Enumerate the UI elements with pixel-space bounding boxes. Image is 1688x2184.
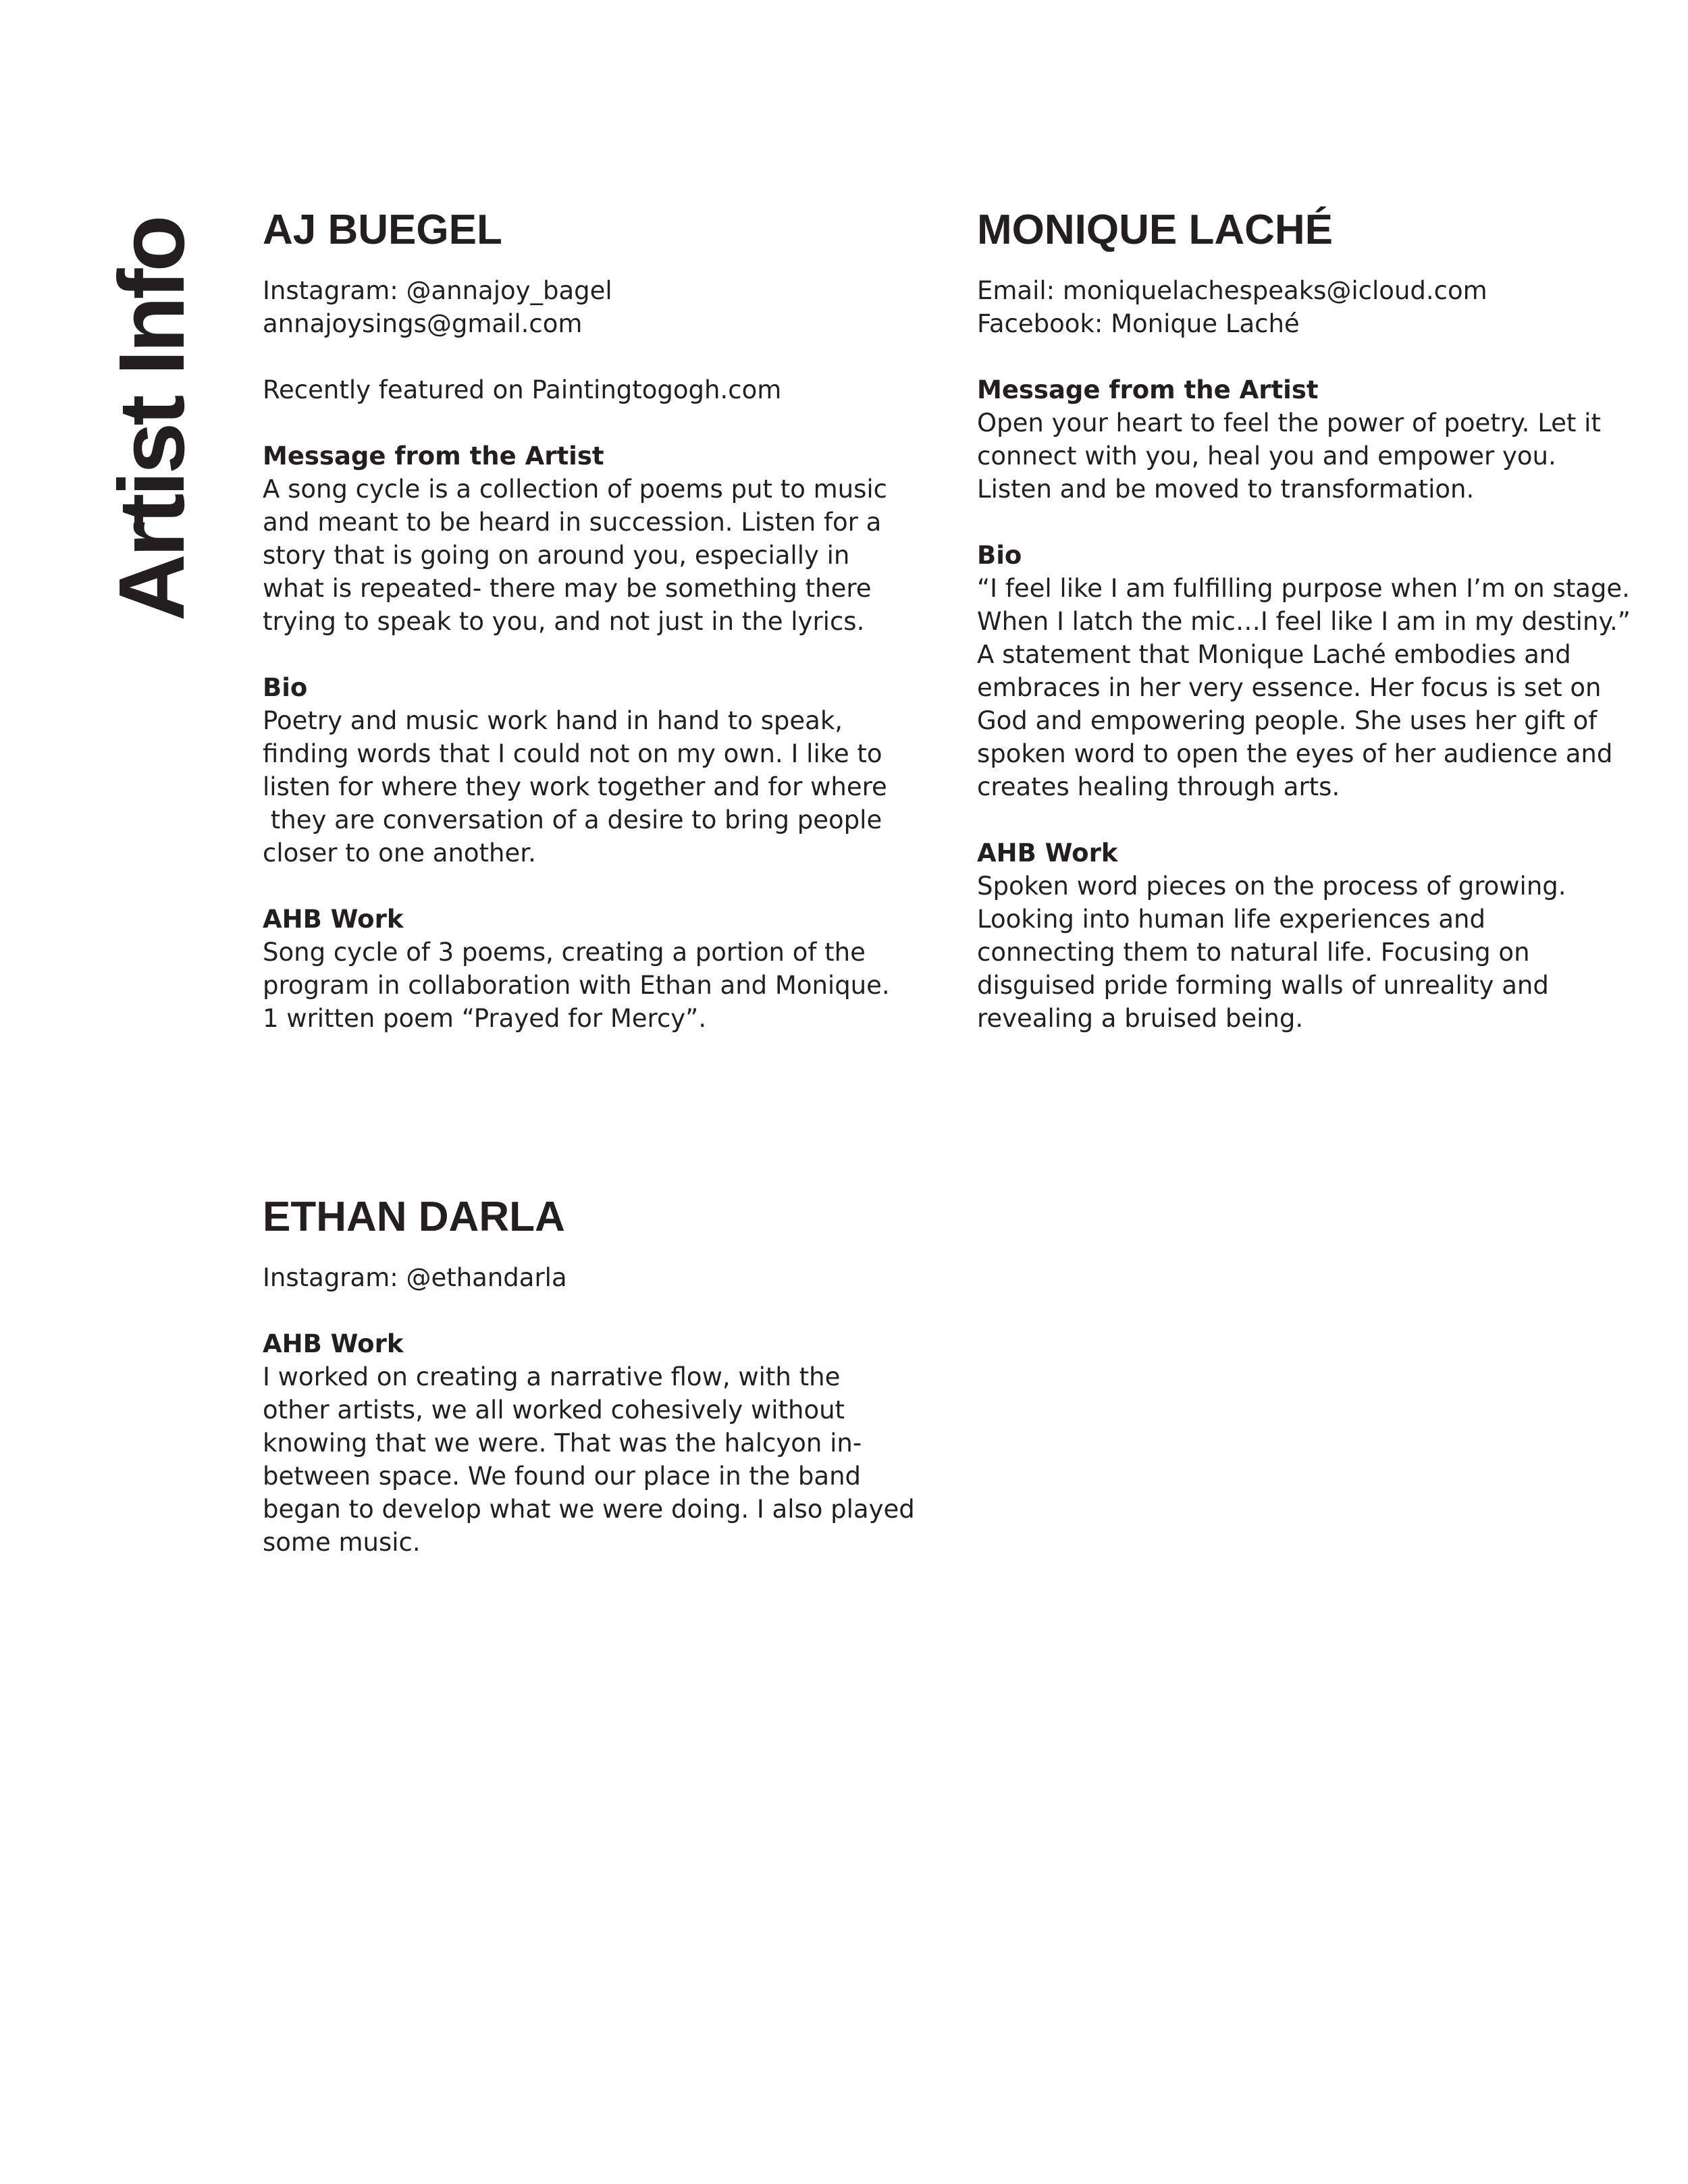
text-line: Looking into human life experiences and <box>977 905 1485 934</box>
bio-text <box>263 704 887 870</box>
text-line: knowing that we were. That was the halcyon in- <box>263 1429 862 1458</box>
message-text <box>263 473 887 638</box>
contact-line: Instagram: @ethandarla <box>263 1263 567 1292</box>
text-line: 1 written poem “Prayed for Mercy”. <box>263 1004 707 1033</box>
bio-label: Bio <box>977 541 1022 570</box>
text-line: When I latch the mic…I feel like I am in my destiny.” <box>977 607 1631 636</box>
text-line: Song cycle of 3 poems, creating a portion of the <box>263 938 866 967</box>
artist-section-monique-lache <box>977 207 1631 1035</box>
text-line: they are conversation of a desire to bring people <box>263 805 882 834</box>
text-line: Poetry and music work hand in hand to speak, <box>263 706 843 735</box>
text-line: creates healing through arts. <box>977 772 1340 801</box>
text-line: God and empowering people. She uses her gift of <box>977 706 1598 735</box>
message-text <box>977 406 1601 506</box>
text-line: connecting them to natural life. Focusing on <box>977 938 1530 967</box>
text-line: revealing a bruised being. <box>977 1004 1304 1033</box>
artist-name: MONIQUE LACHÉ <box>977 207 1333 253</box>
text-line: spoken word to open the eyes of her audience and <box>977 739 1613 768</box>
contact-block <box>977 274 1585 340</box>
text-line: finding words that I could not on my own. I like to <box>263 739 882 768</box>
text-line: program in collaboration with Ethan and Monique. <box>263 971 890 1000</box>
bio-text <box>977 572 1631 803</box>
text-line: and meant to be heard in succession. Listen for a <box>263 508 882 537</box>
text-line: other artists, we all worked cohesively without <box>263 1395 845 1424</box>
artist-section-aj-buegel <box>263 207 890 1035</box>
text-line: A statement that Monique Laché embodies and <box>977 640 1571 669</box>
contact-block <box>263 1261 870 1294</box>
work-text <box>977 870 1585 1035</box>
text-line: embraces in her very essence. Her focus is set on <box>977 673 1602 702</box>
work-label: AHB Work <box>263 905 404 934</box>
text-line: some music. <box>263 1528 421 1557</box>
text-line: A song cycle is a collection of poems put to music <box>263 475 887 504</box>
contact-block <box>263 274 870 340</box>
work-label: AHB Work <box>263 1329 404 1358</box>
contact-line: Facebook: Monique Laché <box>977 309 1300 338</box>
text-line: “I feel like I am fulfilling purpose when I’m on stage. <box>977 574 1630 603</box>
text-line: story that is going on around you, especially in <box>263 541 850 570</box>
work-text <box>263 936 890 1035</box>
text-line: what is repeated- there may be something there <box>263 574 872 603</box>
artist-name: AJ BUEGEL <box>263 207 502 253</box>
contact-line: Instagram: @annajoy_bagel <box>263 276 612 305</box>
message-label: Message from the Artist <box>977 375 1319 404</box>
artist-name: ETHAN DARLA <box>263 1194 565 1240</box>
work-label: AHB Work <box>977 838 1118 868</box>
text-line: disguised pride forming walls of unreality and <box>977 971 1549 1000</box>
text-line: I worked on creating a narrative flow, with the <box>263 1362 841 1391</box>
text-line: Spoken word pieces on the process of growing. <box>977 872 1566 901</box>
bio-label: Bio <box>263 673 308 702</box>
text-line: closer to one another. <box>263 838 536 868</box>
text-line: Listen and be moved to transformation. <box>977 475 1475 504</box>
text-line: began to develop what we were doing. I also played <box>263 1495 915 1524</box>
message-label: Message from the Artist <box>263 442 604 471</box>
text-line: connect with you, heal you and empower you. <box>977 442 1556 471</box>
text-line: between space. We found our place in the band <box>263 1462 862 1491</box>
work-text <box>263 1360 915 1559</box>
text-line: listen for where they work together and for where <box>263 772 887 801</box>
text-line: trying to speak to you, and not just in the lyrics. <box>263 607 865 636</box>
feature-line: Recently featured on Paintingtogogh.com <box>263 375 782 404</box>
contact-line: annajoysings@gmail.com <box>263 309 583 338</box>
contact-line: Email: moniquelachespeaks@icloud.com <box>977 276 1487 305</box>
vertical-title: Artist Info <box>100 218 204 621</box>
artist-section-ethan-darla <box>263 1194 915 1559</box>
text-line: Open your heart to feel the power of poetry. Let it <box>977 408 1601 437</box>
